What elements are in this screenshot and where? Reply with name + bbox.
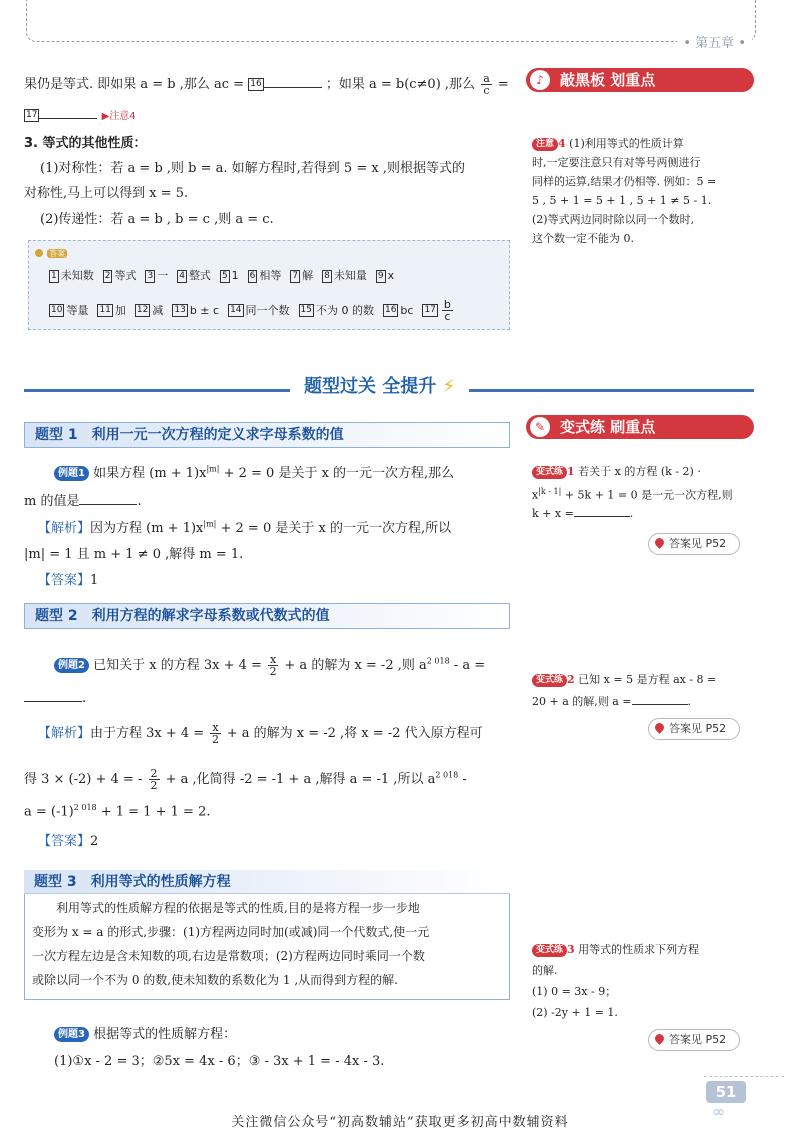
text-span: 根据等式的性质解方程： — [93, 1027, 237, 1042]
blank-number-box: 16 — [250, 79, 262, 89]
fill-blank — [39, 107, 97, 119]
note-reference: ▶注意4 — [101, 111, 136, 122]
page-number: 51 — [706, 1081, 746, 1103]
key-icon — [35, 249, 43, 257]
answer-text: 未知数 — [60, 269, 94, 282]
answer-item — [322, 269, 367, 282]
example-tag — [54, 466, 89, 481]
practice-3-l1 — [532, 940, 699, 959]
frac-num: x — [270, 653, 277, 666]
section-banner-title — [290, 372, 469, 398]
example-tag-label: 例题 — [58, 660, 78, 671]
answer-text: 解 — [302, 269, 314, 282]
answer-number-box: 9 — [377, 270, 384, 281]
answer-number-box: 17 — [424, 305, 436, 315]
answer-item — [220, 269, 239, 282]
fraction — [442, 299, 453, 322]
answer-number-box: 12 — [136, 305, 149, 315]
answer-text: 减 — [152, 303, 164, 317]
chapter-title: 第五章 — [695, 36, 735, 51]
example-2-q2 — [24, 690, 86, 706]
chapter-label: • 第五章 • — [677, 32, 752, 51]
example-2-q1 — [54, 654, 485, 677]
pin-icon — [653, 536, 666, 549]
paragraph-line: (2)传递性：若 a = b , b = c ,则 a = c. — [40, 212, 274, 227]
infinity-icon: ∞ — [712, 1102, 726, 1121]
answer-item — [172, 304, 219, 317]
text-span: - a = — [449, 658, 486, 673]
text-span: 已知关于 x 的方程 3x + 4 = — [93, 658, 262, 673]
type-3-desc-line: 或除以同一个不为 0 的数,使未知数的系数化为 1 ,从而得到方程的解. — [32, 973, 398, 987]
frac-den: 2 — [211, 733, 219, 746]
answer-2 — [38, 830, 98, 849]
answer-number-box: 16 — [384, 305, 397, 315]
fill-blank — [632, 693, 688, 705]
practice-tag — [532, 944, 567, 957]
answer-number-box: 3 — [147, 270, 154, 281]
text-span: . — [629, 507, 634, 520]
answer-label: 【答案】 — [38, 573, 91, 588]
text-span: 若关于 x 的方程 (k - 2) · — [578, 465, 701, 478]
example-3-q2: (1)①x - 2 = 3；②5x = 4x - 6；③ - 3x + 1 = - 4x - 3. — [54, 1054, 385, 1069]
answer-text: b ± c — [189, 303, 220, 317]
answer-number-box: 4 — [179, 270, 185, 281]
answer-number-box: 15 — [300, 305, 312, 315]
answer-text: 未知量 — [333, 269, 367, 282]
answer-text: bc — [400, 303, 414, 317]
fill-blank — [79, 493, 137, 505]
frac-den: c — [444, 310, 451, 323]
practice-icon: ✎ — [530, 417, 550, 437]
text-span: - — [458, 772, 467, 787]
text-span: + 1 = 1 + 1 = 2. — [96, 804, 211, 820]
text-span: . — [82, 691, 87, 706]
practice-number: 3 — [567, 943, 575, 956]
practice-tag — [532, 674, 567, 687]
answer-number-box: 6 — [249, 270, 256, 281]
text-span: k + x = — [532, 507, 574, 520]
fraction — [268, 654, 278, 677]
practice-title: 变式练 刷重点 — [560, 418, 656, 436]
answer-text: 加 — [114, 303, 126, 317]
paragraph-line: (1)对称性：若 a = b ,则 b = a. 如解方程时,若得到 5 = x ,则根据等式的 — [40, 161, 465, 176]
answer-text: 相等 — [259, 269, 282, 282]
answer-text: x — [387, 269, 395, 282]
text-span: 20 + a 的解,则 a = — [532, 695, 632, 708]
answer-row-1 — [49, 267, 403, 283]
text-span: 如果方程 (m + 1)x — [93, 466, 207, 481]
see-answer-button[interactable] — [648, 718, 740, 740]
text-span: + a 的解为 x = -2 ,则 a — [284, 658, 427, 673]
type-3-desc-line: 变形为 x = a 的形式,步骤：(1)方程两边同时加(或减)同一个代数式,使一元 — [32, 925, 430, 939]
practice-3-l3: (1) 0 = 3x - 9； — [532, 985, 617, 998]
page-number-rule — [704, 1076, 784, 1077]
fill-blank — [264, 76, 322, 88]
example-tag-num: 2 — [78, 660, 85, 671]
answer-number-box: 7 — [292, 270, 299, 281]
solution-2-l2 — [24, 768, 467, 791]
practice-1-l3 — [532, 504, 633, 523]
practice-2-l1 — [532, 670, 716, 689]
text-span: x — [532, 488, 539, 502]
fill-blank — [574, 505, 630, 517]
fraction — [149, 768, 160, 791]
practice-tag-label: 变式练 — [536, 674, 564, 685]
answer-number-box: 1 — [51, 270, 57, 281]
practice-1-l1 — [532, 462, 701, 481]
top-line-1 — [24, 73, 509, 96]
text-span: ；如果 a = b(c≠0) ,那么 — [325, 77, 476, 92]
section-title-text: 题型过关 全提升 — [304, 376, 437, 397]
answer-item — [49, 304, 88, 317]
answer-item — [177, 269, 211, 282]
text-span: + 5k + 1 = 0 是一元一次方程,则 — [561, 488, 733, 502]
top-frame — [26, 0, 756, 42]
solution-2-l3 — [24, 803, 210, 819]
example-tag-label: 例题 — [58, 1029, 78, 1040]
answer-value: 1 — [90, 573, 99, 588]
solution-1-l1 — [38, 517, 451, 536]
answer-label — [35, 245, 71, 257]
see-answer-button[interactable] — [648, 1029, 740, 1051]
type-3-desc-line: 一次方程左边是含未知数的项,右边是常数项；(2)方程两边同时乘同一个数 — [32, 949, 425, 963]
solution-1-l2: |m| = 1 且 m + 1 ≠ 0 ,解得 m = 1. — [24, 547, 244, 562]
bell-icon: ♪ — [530, 70, 550, 90]
text-span: a = (-1) — [24, 804, 74, 820]
frac-num: b — [443, 298, 451, 311]
frac-den: 2 — [150, 779, 158, 792]
fill-blank — [24, 690, 82, 702]
see-answer-label: 答案见 P52 — [669, 1033, 727, 1046]
solution-2-l1 — [38, 722, 483, 745]
superscript: 2 018 — [73, 803, 97, 812]
frac-den: 2 — [269, 665, 277, 678]
answer-text: 整式 — [188, 269, 211, 282]
section-heading: 3. 等式的其他性质： — [24, 136, 147, 151]
practice-3-l2: 的解. — [532, 964, 558, 977]
text-span: 果仍是等式. 即如果 a = b ,那么 ac = — [24, 77, 245, 92]
answer-item — [248, 269, 282, 282]
frac-num: 2 — [150, 767, 158, 780]
superscript: |m| — [203, 519, 217, 529]
practice-number: 1 — [567, 465, 575, 478]
example-tag-num: 1 — [78, 468, 85, 479]
note-text: 5 , 5 + 1 = 5 + 1 , 5 + 1 ≠ 5 - 1. — [532, 194, 712, 207]
top-line-2 — [24, 107, 136, 123]
answer-text: 同一个数 — [245, 303, 290, 317]
text-span: + 2 = 0 是关于 x 的一元一次方程,所以 — [216, 521, 452, 536]
note-text: 同样的运算,结果才仍相等. 例如：5 = — [532, 175, 717, 188]
text-span: + 2 = 0 是关于 x 的一元一次方程,那么 — [219, 466, 455, 481]
answer-number-box: 14 — [230, 305, 242, 315]
answer-number-box: 10 — [51, 305, 63, 315]
text-span: 得 3 × (-2) + 4 = - — [24, 772, 143, 787]
blank-number-box: 17 — [26, 110, 38, 120]
answer-item — [135, 304, 163, 317]
note-text: 这个数一定不能为 0. — [532, 232, 634, 245]
example-3-q1 — [54, 1023, 236, 1042]
see-answer-label: 答案见 P52 — [669, 722, 727, 735]
answer-number-box: 2 — [104, 270, 111, 281]
answer-number-box: 5 — [221, 270, 228, 281]
answer-item — [383, 304, 413, 317]
note-text: (2)等式两边同时除以同一个数时, — [532, 213, 695, 226]
solution-label: 【解析】 — [38, 521, 91, 536]
example-1-q2 — [24, 490, 142, 509]
see-answer-label: 答案见 P52 — [669, 537, 727, 550]
answer-text: 1 — [231, 269, 239, 282]
knock-board-title: 敲黑板 划重点 — [560, 71, 656, 89]
example-tag-label: 例题 — [58, 468, 78, 479]
answer-item — [299, 304, 374, 317]
text-span: 因为方程 (m + 1)x — [90, 521, 204, 536]
lightning-icon: ⚡ — [442, 376, 456, 397]
practice-1-l2 — [532, 482, 733, 505]
practice-number: 2 — [567, 673, 575, 686]
example-1-q1 — [54, 462, 454, 481]
text-span: 由于方程 3x + 4 = — [90, 726, 205, 741]
answer-item — [290, 269, 313, 282]
answer-text: 等式 — [114, 269, 137, 282]
answer-item — [422, 298, 454, 323]
note-number: 4 — [558, 137, 566, 150]
superscript: |k - 1| — [538, 487, 562, 496]
practice-tag — [532, 466, 567, 479]
paragraph-line: 对称性,马上可以得到 x = 5. — [24, 186, 189, 201]
answer-item — [103, 269, 137, 282]
type-3-desc-line: 利用等式的性质解方程的依据是等式的性质,目的是将方程一步一步地 — [56, 901, 420, 915]
practice-tag-label: 变式练 — [536, 466, 564, 477]
answer-number-box: 8 — [324, 270, 330, 281]
superscript: |m| — [206, 464, 220, 474]
example-tag-num: 3 — [78, 1029, 85, 1040]
note-tag: 注意 — [532, 138, 558, 151]
answer-item — [97, 304, 125, 317]
answer-value: 2 — [90, 834, 99, 849]
type-3-header: 题型 3 利用等式的性质解方程 — [24, 870, 510, 894]
answer-text: 一 — [157, 269, 169, 282]
type-1-header: 题型 1 利用一元一次方程的定义求字母系数的值 — [24, 422, 510, 448]
answer-box — [28, 240, 510, 330]
frac-den: c — [483, 84, 490, 97]
text-span: . — [137, 494, 142, 509]
fraction — [481, 73, 492, 96]
footer-note: 关注微信公众号“初高数辅站”获取更多初高中数辅资料 — [231, 1115, 569, 1129]
practice-2-l2 — [532, 692, 691, 711]
answer-row-2 — [49, 299, 464, 322]
answer-label: 【答案】 — [38, 834, 91, 849]
text-span: + a 的解为 x = -2 ,将 x = -2 代入原方程可 — [226, 726, 483, 741]
superscript: 2 018 — [426, 656, 450, 666]
practice-3-l4: (2) -2y + 1 = 1. — [532, 1006, 618, 1019]
text-span: 已知 x = 5 是方程 ax - 8 = — [578, 673, 717, 686]
text-span: m 的值是 — [24, 494, 80, 509]
note4-line — [532, 134, 684, 153]
frac-num: x — [212, 721, 219, 734]
text-span: = — [497, 77, 509, 92]
pin-icon — [653, 1032, 666, 1045]
answer-item — [145, 269, 168, 282]
text-span: 用等式的性质求下列方程 — [578, 943, 700, 956]
answer-text: 不为 0 的数 — [315, 303, 374, 317]
answer-item — [376, 269, 394, 282]
answer-1 — [38, 569, 98, 588]
solution-label: 【解析】 — [38, 726, 91, 741]
practice-tag-label: 变式练 — [536, 944, 564, 955]
text-span: + a ,化简得 -2 = -1 + a ,解得 a = -1 ,所以 a — [165, 772, 436, 787]
practice-header — [526, 415, 754, 439]
answer-number-box: 13 — [174, 305, 186, 315]
see-answer-button[interactable] — [648, 533, 740, 555]
answer-tag: 答案 — [49, 249, 66, 258]
fraction — [210, 722, 220, 745]
answer-item — [49, 269, 94, 282]
type-2-header: 题型 2 利用方程的解求字母系数或代数式的值 — [24, 603, 510, 629]
answer-item — [228, 304, 289, 317]
note-text: (1)利用等式的性质计算 — [569, 137, 684, 150]
example-tag — [54, 1027, 89, 1042]
pin-icon — [653, 721, 666, 734]
answer-number-box: 11 — [99, 305, 111, 315]
knock-board-header — [526, 68, 754, 92]
superscript: 2 018 — [435, 770, 459, 780]
note-text: 时,一定要注意只有对等号两侧进行 — [532, 156, 701, 169]
example-tag — [54, 658, 89, 673]
answer-text: 等量 — [66, 303, 89, 317]
text-span: . — [687, 695, 692, 708]
frac-num: a — [483, 72, 490, 85]
